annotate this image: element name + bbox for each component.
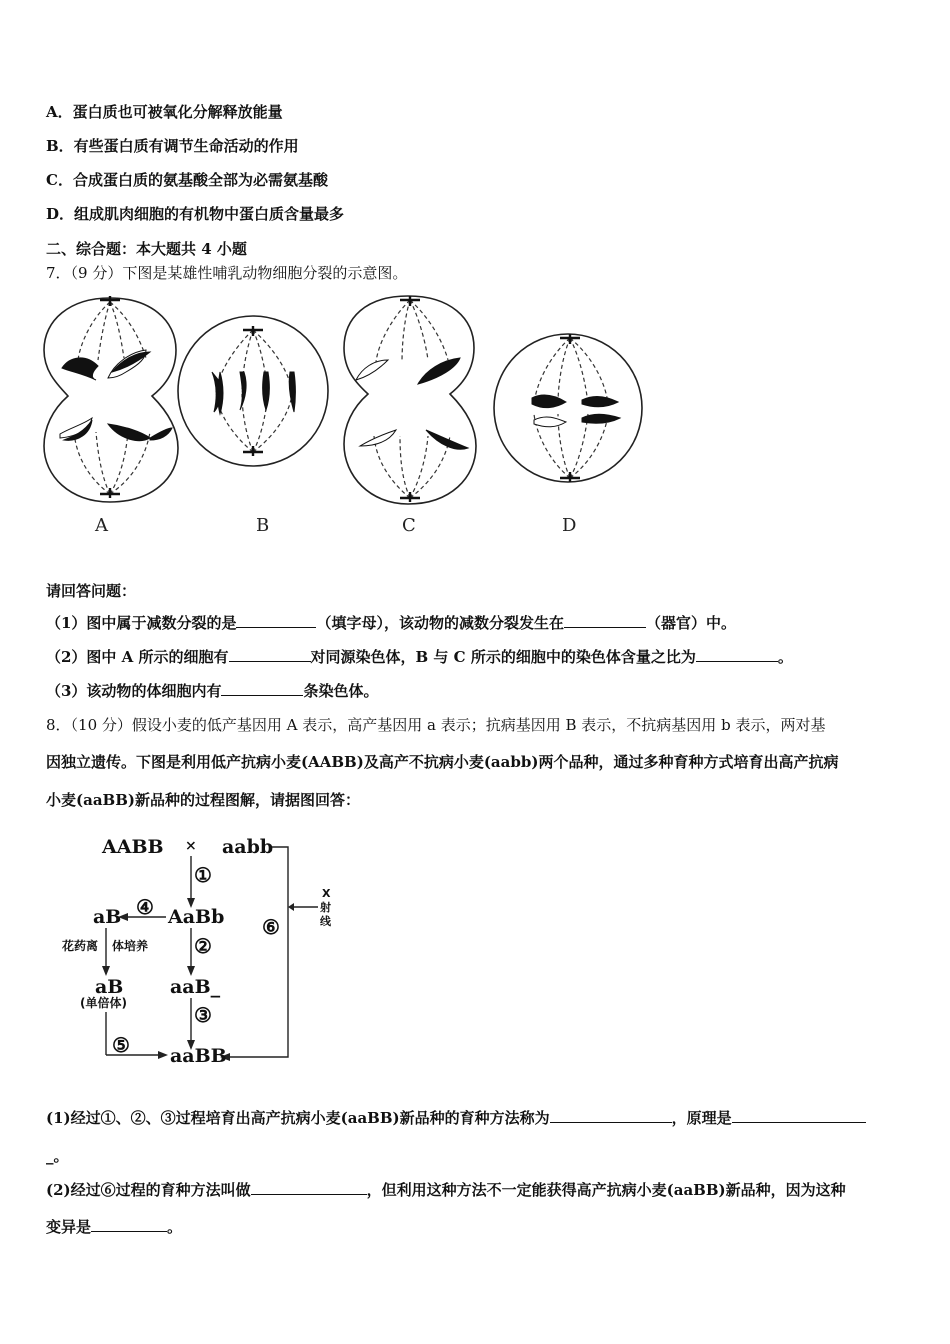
step-6-label: ⑥ [262,915,280,939]
gamete-genotype: aB [93,906,122,928]
q8-stem-line3: 小麦(aaBB)新品种的过程图解，请据图回答： [46,791,360,809]
q7-sub2-text-a: （2）图中 A 所示的细胞有 [46,648,229,666]
answer-blank[interactable] [91,1217,167,1232]
q7-sub1-text-b: （填字母），该动物的减数分裂发生在 [316,614,564,632]
xray-label-x: X [322,887,331,900]
step-3-label: ③ [194,1003,212,1027]
cell-label-c: C [402,515,416,536]
q8-stem-line2: 因独立遗传。下图是利用低产抗病小麦(AABB)及高产不抗病小麦(aabb)两个品种，通过多种育种方式培育出高产抗病 [46,753,839,771]
cell-label-d: D [562,515,577,536]
parent-aabb-uppercase: AABB [102,836,164,858]
q8-sub2-text-b: ，但利用这种方法不一定能获得高产抗病小麦(aaBB)新品种，因为这种 [366,1181,846,1199]
answer-blank[interactable] [251,1180,367,1195]
haploid-note: (单倍体) [80,996,127,1010]
f2-genotype: aaB_ [170,976,221,998]
section-heading: 二、综合题：本大题共 4 小题 [46,240,247,258]
parent-aabb-lowercase: aabb [222,836,274,858]
q8-sub1-text-b: ，原理是 [671,1109,732,1127]
q7-sub1-text-c: （器官）中。 [645,614,736,632]
q7-sub1-text-a: （1）图中属于减数分裂的是 [46,614,237,632]
answer-blank[interactable] [732,1108,866,1123]
q8-stem-line1: 8．（10 分）假设小麦的低产基因用 A 表示，高产基因用 a 表示；抗病基因用 B 表示，不抗病基因用 b 表示，两对基 [46,716,826,734]
haploid-genotype: aB [95,976,124,998]
step-4-label: ④ [136,895,154,919]
target-genotype: aaBB [170,1045,227,1067]
q8-sub1 [46,1108,866,1128]
q8-sub1-text-a: (1)经过①、②、③过程培育出高产抗病小麦(aaBB)新品种的育种方法称为 [46,1109,550,1127]
q8-sub2-cont [46,1217,182,1237]
q8-sub2-text-a: (2)经过⑥过程的育种方法叫做 [46,1181,251,1199]
step-2-label: ② [194,934,212,958]
anther-culture-label-2: 体培养 [112,939,149,953]
q7-stem: 7．（9 分）下图是某雄性哺乳动物细胞分裂的示意图。 [46,264,408,282]
q8-sub2-text-d: 。 [167,1218,183,1236]
step-1-label: ① [194,863,212,887]
cross-symbol: × [185,838,197,854]
option-d: D．组成肌肉细胞的有机物中蛋白质含量最多 [46,205,345,223]
q7-sub2-text-b: 对同源染色体，B 与 C 所示的细胞中的染色体含量之比为 [310,648,696,666]
cell-label-a: A [95,515,108,536]
cell-label-b: B [256,515,270,536]
xray-label-xian: 线 [320,915,331,928]
option-a: A．蛋白质也可被氧化分解释放能量 [46,103,283,121]
q7-sub3-text-a: （3）该动物的体细胞内有 [46,682,222,700]
anther-culture-label-1: 花药离 [62,939,99,953]
answer-blank[interactable] [550,1108,672,1123]
q8-sub2-text-c: 变异是 [46,1218,92,1236]
xray-label-she: 射 [320,901,331,914]
option-c: C．合成蛋白质的氨基酸全部为必需氨基酸 [46,171,328,189]
step-5-label: ⑤ [112,1033,130,1057]
q8-sub2 [46,1180,846,1200]
option-b: B．有些蛋白质有调节生命活动的作用 [46,137,299,155]
f1-genotype: AaBb [168,906,225,928]
q7-sub3-text-b: 条染色体。 [303,682,379,700]
q8-sub1-cont: _。 [46,1147,69,1165]
q7-sub2-text-c: 。 [777,648,793,666]
q7-prompt: 请回答问题： [46,582,137,600]
